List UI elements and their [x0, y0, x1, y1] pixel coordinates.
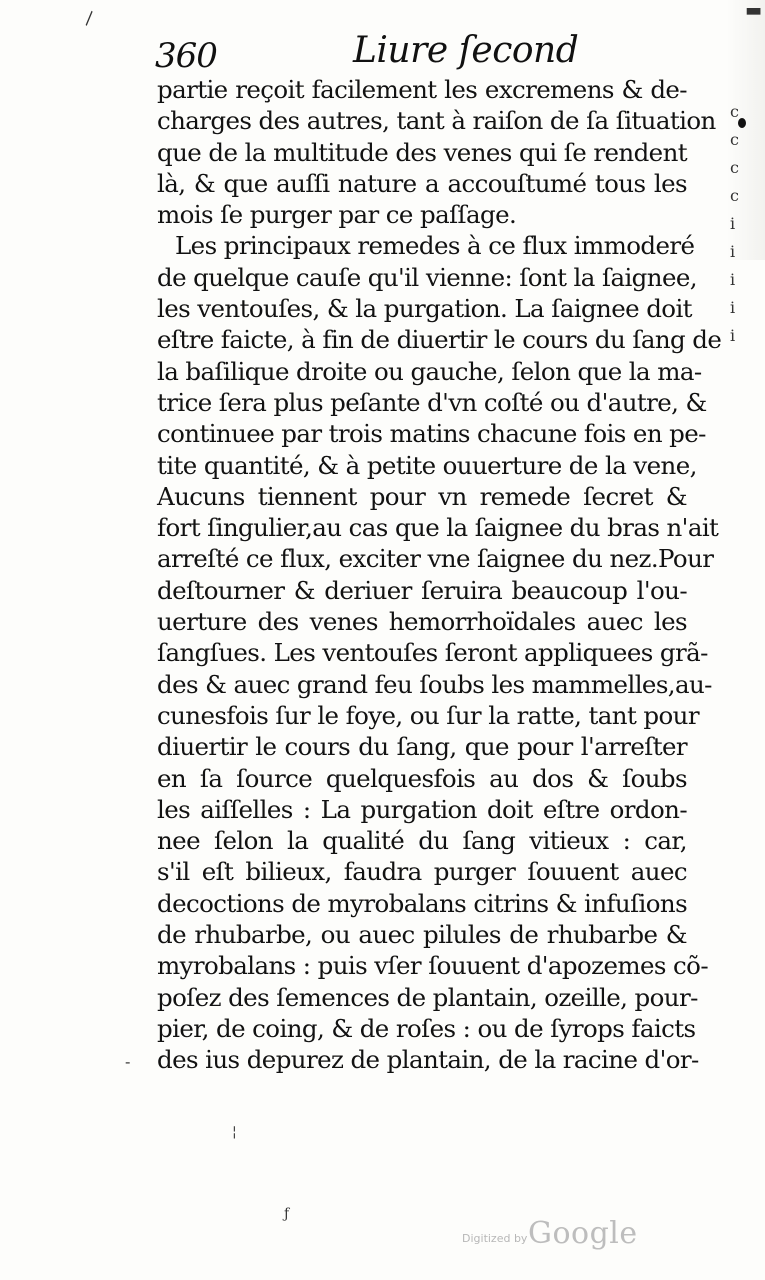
text-line: de quelque cauſe qu'il vienne: ſont la ſaignee,	[157, 262, 697, 292]
text-line: partie reçoit facilement les excremens & de-	[157, 75, 687, 104]
watermark-prefix: Digitized by	[462, 1232, 528, 1245]
text-line: de rhubarbe, ou auec pilules de rhubarbe &	[157, 920, 687, 950]
margin-mark: i	[730, 242, 736, 261]
body-text	[157, 74, 722, 1076]
text-line: que de la multitude des venes qui ſe rendent	[157, 137, 687, 167]
margin-mark: i	[730, 326, 736, 345]
text-line: diuertir le cours du ſang, que pour l'arreſter	[157, 732, 687, 762]
text-line: cunesfois ſur le foye, ou ſur la ratte, tant pour	[157, 700, 699, 730]
text-line: nee ſelon la qualité du ſang vitieux : car,	[157, 826, 687, 856]
text-line: ſangſues. Les ventouſes ſeront appliquees grã-	[157, 638, 708, 668]
text-line: trice ſera plus peſante d'vn coſté ou d'autre, &	[157, 387, 707, 417]
text-line: les aiſſelles : La purgation doit eſtre ordon-	[157, 794, 687, 824]
text-line: fort ſingulier,au cas que la ſaignee du bras n'ait	[157, 513, 719, 543]
running-title: Liure ſecond	[353, 30, 579, 71]
margin-mark: c	[730, 158, 739, 177]
text-line: uerture des venes hemorrhoïdales auec les	[157, 607, 687, 637]
text-line: des & auec grand feu ſoubs les mammelles,au-	[157, 669, 712, 699]
text-line: eſtre faicte, à fin de diuertir le cours du ſang de	[157, 325, 722, 355]
text-line: là, & que auſſi nature a accouſtumé tous les	[157, 168, 687, 198]
margin-mark: i	[730, 298, 736, 317]
stray-mark: -	[125, 1052, 131, 1071]
stray-mark: ƒ	[284, 1206, 290, 1222]
text-line: pier, de coing, & de roſes : ou de ſyrops faicts	[157, 1013, 696, 1043]
margin-mark: c	[730, 186, 739, 205]
margin-mark: i	[730, 214, 736, 233]
google-watermark	[462, 1216, 662, 1256]
stray-mark: ▬	[745, 0, 763, 21]
text-line: arreſté ce flux, exciter vne ſaignee du nez.Pour	[157, 544, 714, 574]
text-line: deſtourner & deriuer ſeruira beaucoup l'ou-	[157, 575, 687, 605]
stray-mark: ¦	[232, 1124, 237, 1140]
margin-mark: i	[730, 270, 736, 289]
text-line: mois ſe purger par ce paſſage.	[157, 200, 517, 230]
text-line: continuee par trois matins chacune fois en pe-	[157, 419, 706, 449]
text-line: la baſilique droite ou gauche, ſelon que la ma-	[157, 356, 702, 386]
text-line: des ius depurez de plantain, de la racine d'or-	[157, 1045, 699, 1075]
margin-mark: c	[730, 130, 739, 149]
text-line: charges des autres, tant à raiſon de ſa ſituation	[157, 106, 716, 136]
margin-mark: c	[730, 102, 739, 121]
text-line: myrobalans : puis vſer ſouuent d'apozemes cõ-	[157, 951, 709, 981]
stray-mark: \	[79, 8, 99, 29]
text-line: Aucuns tiennent pour vn remede ſecret &	[157, 481, 687, 511]
text-line: Les principaux remedes à ce flux immoderé	[175, 231, 695, 261]
facing-page-margin	[730, 70, 765, 350]
text-line: decoctions de myrobalans citrins & infuſions	[157, 888, 688, 918]
text-line: s'il eſt bilieux, faudra purger ſouuent auec	[157, 857, 687, 887]
text-line: les ventouſes, & la purgation. La ſaignee doit	[157, 294, 692, 324]
text-line: poſez des ſemences de plantain, ozeille, pour-	[157, 982, 698, 1012]
text-line: tite quantité, & à petite ouuerture de la vene,	[157, 450, 697, 480]
text-line: en ſa ſource quelquesfois au dos & ſoubs	[157, 763, 687, 793]
google-logo: Google	[528, 1216, 638, 1251]
page-number: 360	[155, 36, 217, 76]
